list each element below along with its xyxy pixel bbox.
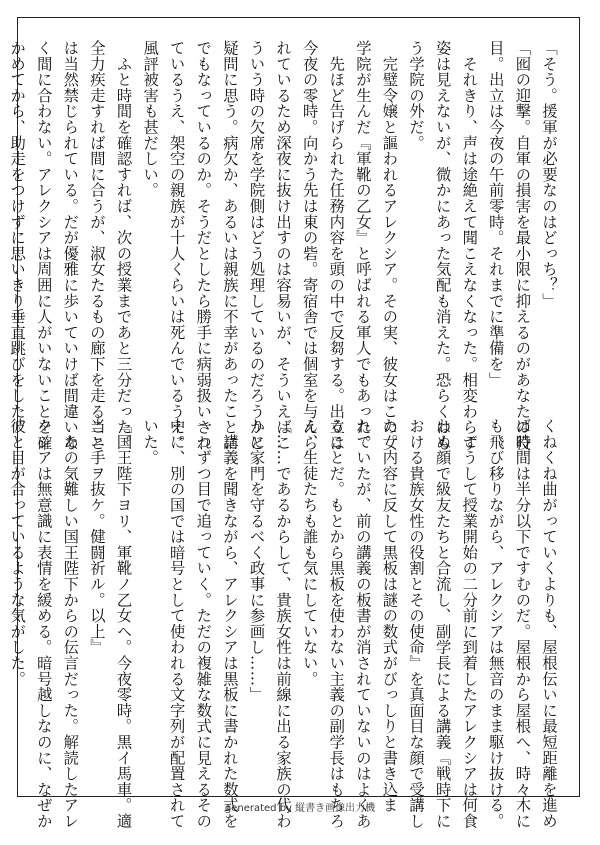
- text-column: かめてから、助走をつけずに思いきり垂直跳びをした。: [8, 40, 27, 435]
- text-column: ているうえ、架空の親族が十人くらいは死んでいるうえ。: [167, 40, 186, 451]
- text-column: [0, 40, 4, 408]
- text-column: れているため深夜に抜け出すのは容易いが、そういえばこ: [274, 40, 293, 451]
- text-column: こうして授業開始の二分前に到着したアレクシアは何食: [460, 418, 479, 829]
- text-column: [0, 418, 4, 773]
- text-column: 今夜の零時。向かう先は東の砦。寄宿舎では個室を与えら: [300, 40, 319, 451]
- text-column: 中に、別の国では暗号として使われる文字列が配置されて: [167, 418, 186, 829]
- text-column: 当ニ手ヲ抜ケ。健闘祈ル。以上』: [87, 418, 106, 655]
- text-column: 講義を聞きながら、アレクシアは黒板に書かれた数式を: [220, 418, 239, 829]
- text-column: 風評被害も甚だしい。: [141, 40, 160, 198]
- text-column: 彼と目が合っているような気がした。: [8, 418, 27, 687]
- text-column: 学院が生んだ『軍靴の乙女』と呼ばれる軍人でもあった。: [353, 40, 372, 451]
- text-column: 先ほど告げられた任務内容を頭の中で反芻する。出立は: [327, 40, 346, 451]
- text-column: 完璧令嬢と謳われるアレクシア。その実、彼女はこの女: [380, 40, 399, 451]
- text-column: クシアは無意識に表情を緩める。暗号越しなのに、なぜか: [34, 418, 53, 829]
- text-column: も飛び移りながら、アレクシアは無音のまま駆け抜ける。: [486, 418, 505, 829]
- text-column: あの気難しい国王陛下からの伝言だった。解読したアレ: [61, 418, 80, 829]
- text-column: 「そう。援軍が必要なのはどっち？」: [540, 40, 558, 309]
- text-column: 疑問に思う。病欠か、あるいは親族に不幸があったことに: [220, 40, 239, 451]
- text-column: 「囮の迎撃。自軍の損害を最小限に抑えるのがあなたの役: [513, 40, 532, 451]
- text-column: わぬ顔で級友たちと合流し、副学長による講義『戦時下に: [433, 418, 452, 829]
- text-column: 目。出立は今夜の午前零時。それまでに準備を」: [486, 40, 505, 388]
- text-column: ふと時間を確認すれば、次の授業まであと三分だった。: [114, 40, 133, 451]
- text-column: た。内容に反して黒板は謎の数式がびっしりと書き込ま: [380, 418, 399, 813]
- text-column: いた。: [141, 418, 160, 466]
- text-column: でもなっているのか。そうだとしたら勝手に病弱扱いされ: [194, 40, 213, 451]
- text-column: 一つずつ目で追っていく。ただの複雑な数式に見えるその: [194, 418, 213, 829]
- text-column: ういう時の欠席を学院側はどう処理しているのだろうかと: [247, 40, 266, 451]
- text-column: 姿は見えないが、微かにあった気配も消えた。恐らくはも: [433, 40, 452, 451]
- text-column: ん、生徒たちも誰も気にしていない。: [300, 418, 319, 687]
- text-column: 「……であるからして、貴族女性は前線に出る家族の代わ: [274, 418, 293, 829]
- text-column: ることだ。もとから黒板を使わない主義の副学長はもちろ: [327, 418, 346, 829]
- text-column: れていたが、前の講義の板書が消されていないのはよくあ: [353, 418, 372, 829]
- text-column: 『国王陛下ヨリ、軍靴ノ乙女ヘ。今夜零時。黒イ馬車。適: [114, 418, 133, 829]
- text-column: りに家門を守るべく政事に参画し……」: [247, 418, 266, 703]
- text-column: くねくね曲がっていくよりも、屋根伝いに最短距離を進め: [540, 418, 558, 829]
- text-column: おける貴族女性の役割とその使命』を真面目な顔で受講し: [407, 418, 426, 829]
- text-column: ば時間は半分以下ですむのだ。屋根から屋根へ、時々木に: [513, 418, 532, 829]
- text-column: う学院の外だ。: [407, 40, 426, 151]
- text-column: 全力疾走すれば間に合うが、淑女たるもの廊下を走ること: [87, 40, 106, 451]
- generator-footer: generated by 縦書き画像出力機: [224, 803, 376, 814]
- text-column: それきり、声は途絶えて聞こえなくなった。相変わらず: [460, 40, 479, 451]
- text-column: は当然禁じられている。だが優雅に歩いていけば間違いな: [61, 40, 80, 451]
- text-column: く間に合わない。アレクシアは周囲に人がいないことを確: [34, 40, 53, 451]
